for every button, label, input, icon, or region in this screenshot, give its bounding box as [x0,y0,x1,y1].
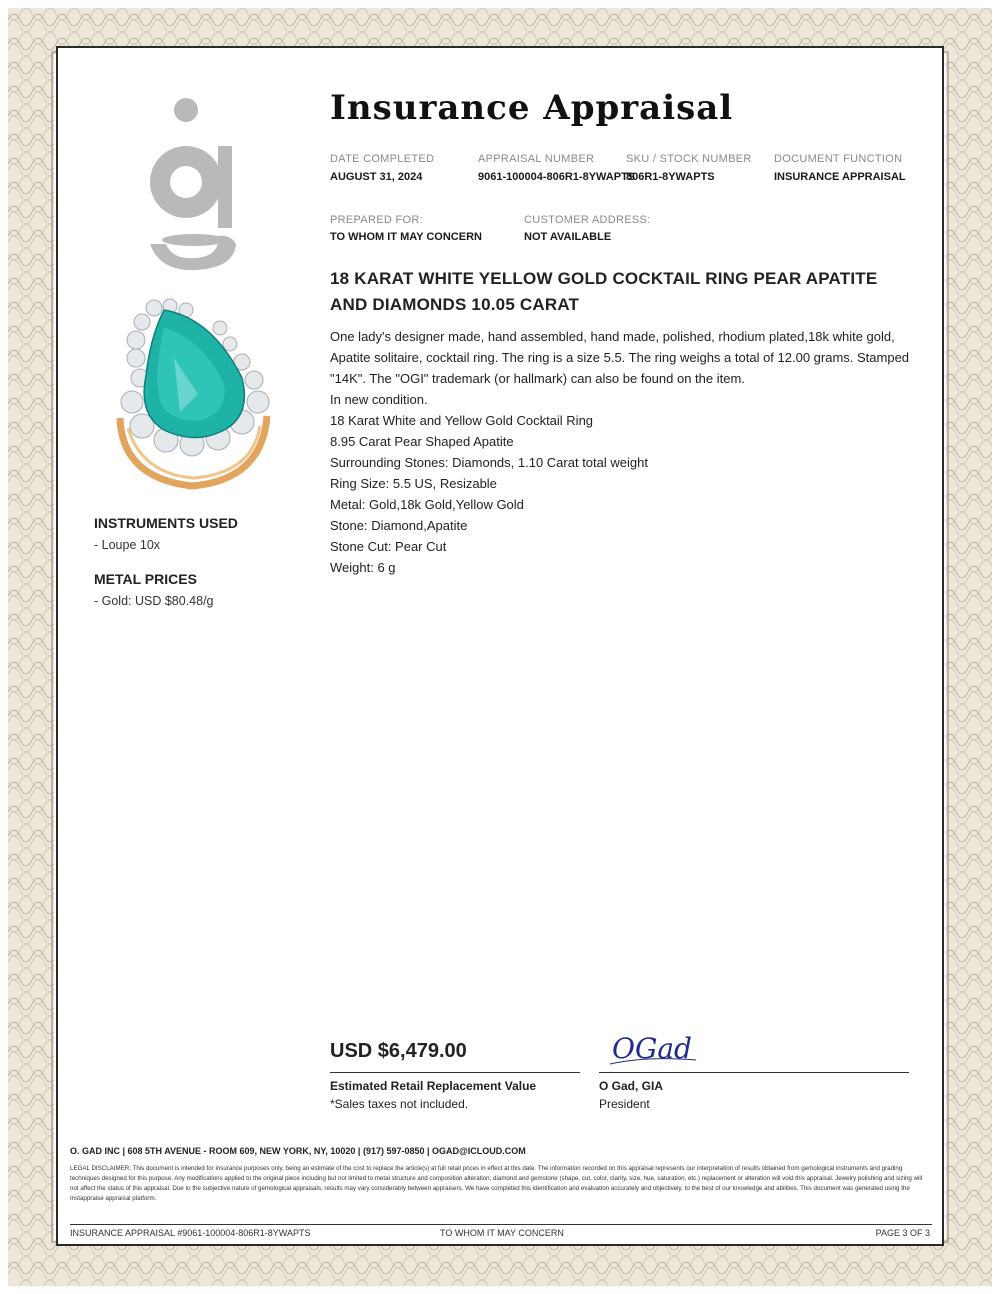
date-completed-label: DATE COMPLETED [330,153,435,165]
date-completed-value: AUGUST 31, 2024 [330,171,423,183]
description-line: 18 Karat White and Yellow Gold Cocktail Ring [330,413,594,428]
description-line: Weight: 6 g [330,560,396,575]
customer-address-label: CUSTOMER ADDRESS: [524,214,651,226]
appraiser-name: O Gad, GIA [599,1079,664,1093]
metal-price-item: - Gold: USD $80.48/g [94,594,214,608]
description-line: Surrounding Stones: Diamonds, 1.10 Carat total weight [330,455,648,470]
description-line: One lady's designer made, hand assembled, hand made, polished, rhodium plated,18k white gold, Apatite solitaire, cocktail ring. The ring is a size 5.5. The ring weighs a total of 12.00 grams. Stamped "14K". The "OGI" trademark (or hallmark) can also be found on the item. [330,329,910,386]
instruments-item: - Loupe 10x [94,538,161,552]
appraisal-number-label: APPRAISAL NUMBER [478,153,595,165]
footer-appraisal-number: INSURANCE APPRAISAL #9061-100004-806R1-8YWAPTS [70,1228,311,1238]
appraisal-sheet [56,46,944,1246]
instruments-heading: INSTRUMENTS USED [94,515,238,531]
appraisal-number-value: 9061-100004-806R1-8YWAPTS [478,171,636,183]
footer-page-number: PAGE 3 OF 3 [875,1228,930,1238]
ring-photo [102,298,282,493]
company-contact: O. GAD INC | 608 5TH AVENUE - ROOM 609, NEW YORK, NY, 10020 | (917) 597-0850 | OGAD@ICLOUD.COM [70,1146,526,1156]
appraiser-signature [606,1026,726,1068]
signature-rule [599,1072,909,1073]
appraiser-title: President [599,1097,650,1111]
description-line: Stone Cut: Pear Cut [330,539,447,554]
description-line: In new condition. [330,392,428,407]
item-title: 18 KARAT WHITE YELLOW GOLD COCKTAIL RING PEAR APATITE AND DIAMONDS 10.05 CARAT [330,269,878,314]
signature-text: OGad [612,1032,692,1065]
tax-note: *Sales taxes not included. [330,1097,469,1111]
metal-prices-heading: METAL PRICES [94,571,197,587]
customer-address-value: NOT AVAILABLE [524,231,612,243]
document-title: Insurance Appraisal [330,88,734,128]
ogi-logo-icon [140,94,250,274]
document-function-value: INSURANCE APPRAISAL [774,171,906,183]
sku-label: SKU / STOCK NUMBER [626,153,752,165]
description-line: Metal: Gold,18k Gold,Yellow Gold [330,497,524,512]
description-line: Stone: Diamond,Apatite [330,518,468,533]
document-function-label: DOCUMENT FUNCTION [774,153,903,165]
legal-disclaimer: LEGAL DISCLAIMER: This document is intended for insurance purposes only, being an estimate of the cost to replace the article(s) at full retail prices in effect at this date. The information recorded on this appraisal represents our interpretation of results obtained from gemological instruments and grading techniques designed for this purpose. Any modifications applied to the original piece including but not limited to metal structure and composition alteration, diamond and gemstone (shape, cut, color, clarity, size, hue, saturation, etc.) replacement or alteration will void this appraisal. Jewelry polishing and sizing will not affect the status of this appraisal. Due to the subjective nature of gemological appraisals, results may vary considerably between appraisers. We have completed this identification and evaluation accurately and objectively, to the best of our knowledge and abilities. This document was generated using the Instappraise appraisal platform. [70,1165,923,1202]
price-label: Estimated Retail Replacement Value [330,1079,537,1093]
prepared-for-value: TO WHOM IT MAY CONCERN [330,231,482,243]
sku-value: 806R1-8YWAPTS [626,171,715,183]
prepared-for-label: PREPARED FOR: [330,214,423,226]
description-line: Ring Size: 5.5 US, Resizable [330,476,497,491]
item-description [330,326,920,578]
appraised-price: USD $6,479.00 [330,1040,467,1062]
description-line: 8.95 Carat Pear Shaped Apatite [330,434,514,449]
footer-recipient: TO WHOM IT MAY CONCERN [440,1228,564,1238]
price-rule [330,1072,580,1073]
footer-rule [70,1224,932,1225]
